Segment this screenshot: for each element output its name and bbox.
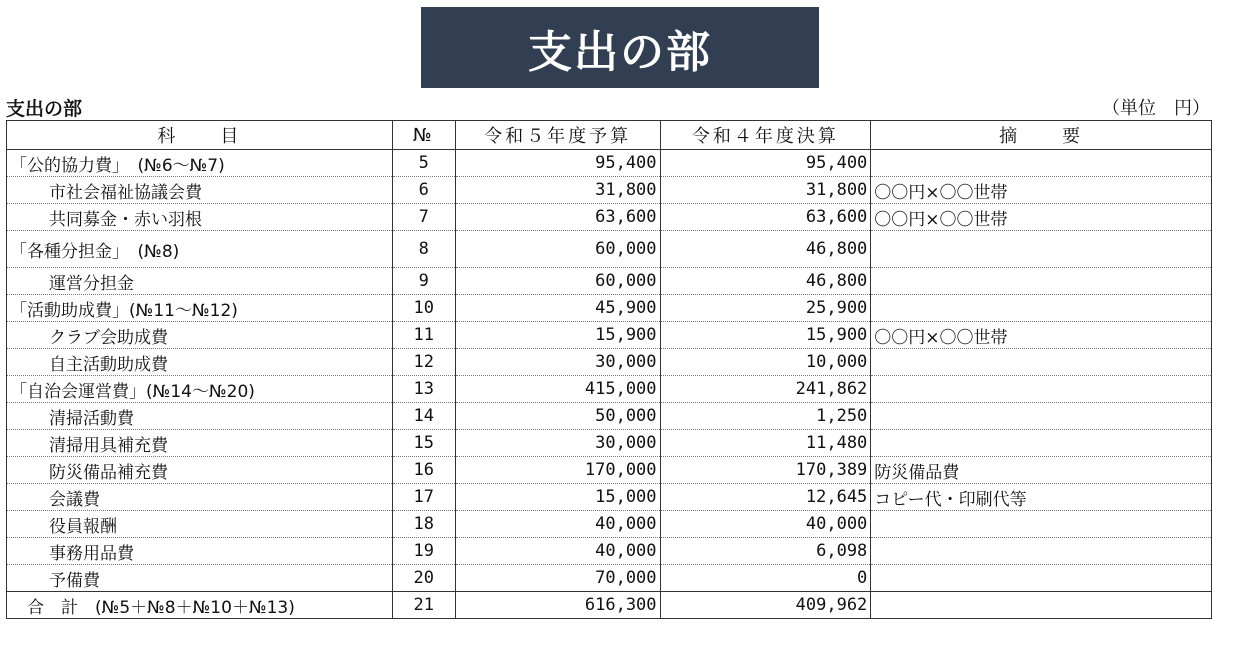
note-cell [871,150,1212,177]
actual-cell: 241,862 [660,376,871,403]
item-cell: 防災備品補充費 [7,457,393,484]
note-cell [871,430,1212,457]
total-budget-cell: 616,300 [455,592,660,619]
table-row [7,231,1212,268]
item-cell: 清掃用具補充費 [7,430,393,457]
budget-cell: 63,600 [455,204,660,231]
item-cell: 「活動助成費」(№11～№12) [7,295,393,322]
item-cell: 事務用品費 [7,538,393,565]
budget-cell: 15,900 [455,322,660,349]
actual-cell: 1,250 [660,403,871,430]
header-item: 科 目 [7,121,393,150]
note-cell [871,565,1212,592]
actual-cell: 63,600 [660,204,871,231]
unit-label: （単位 円） [1102,98,1210,119]
total-no-cell: 21 [392,592,455,619]
item-cell: 「自治会運営費」(№14～№20) [7,376,393,403]
no-cell: 13 [392,376,455,403]
actual-cell: 46,800 [660,268,871,295]
table-row [7,430,1212,457]
budget-cell: 45,900 [455,295,660,322]
budget-cell: 40,000 [455,511,660,538]
note-cell [871,511,1212,538]
no-cell: 16 [392,457,455,484]
item-cell: 市社会福祉協議会費 [7,177,393,204]
no-cell: 12 [392,349,455,376]
no-cell: 19 [392,538,455,565]
item-cell: 運営分担金 [7,268,393,295]
header-budget: 令和５年度予算 [455,121,660,150]
note-cell [871,349,1212,376]
total-row [7,592,1212,619]
budget-cell: 60,000 [455,231,660,268]
table-row [7,484,1212,511]
item-cell: 「各種分担金」 (№8) [7,231,393,268]
note-cell: コピー代・印刷代等 [871,484,1212,511]
item-cell: 役員報酬 [7,511,393,538]
no-cell: 18 [392,511,455,538]
item-cell: 「公的協力費」 (№6～№7) [7,150,393,177]
table-row [7,457,1212,484]
no-cell: 5 [392,150,455,177]
total-item-cell: 合 計 (№5＋№8＋№10＋№13) [7,592,393,619]
no-cell: 14 [392,403,455,430]
note-cell [871,231,1212,268]
actual-cell: 95,400 [660,150,871,177]
no-cell: 7 [392,204,455,231]
item-cell: 予備費 [7,565,393,592]
section-subtitle: 支出の部 [6,98,83,120]
actual-cell: 25,900 [660,295,871,322]
table-row [7,268,1212,295]
budget-cell: 170,000 [455,457,660,484]
table-row [7,349,1212,376]
budget-cell: 60,000 [455,268,660,295]
table-row [7,204,1212,231]
actual-cell: 15,900 [660,322,871,349]
budget-cell: 50,000 [455,403,660,430]
header-note: 摘 要 [871,121,1212,150]
table-row [7,565,1212,592]
item-cell: 清掃活動費 [7,403,393,430]
item-cell: 会議費 [7,484,393,511]
budget-cell: 30,000 [455,430,660,457]
note-cell: 〇〇円×〇〇世帯 [871,177,1212,204]
budget-cell: 15,000 [455,484,660,511]
header-actual: 令和４年度決算 [660,121,871,150]
item-cell: 共同募金・赤い羽根 [7,204,393,231]
no-cell: 10 [392,295,455,322]
note-cell [871,268,1212,295]
item-cell: 自主活動助成費 [7,349,393,376]
actual-cell: 10,000 [660,349,871,376]
note-cell [871,376,1212,403]
table-row [7,376,1212,403]
total-note-cell [871,592,1212,619]
no-cell: 17 [392,484,455,511]
budget-cell: 415,000 [455,376,660,403]
table-row [7,177,1212,204]
no-cell: 11 [392,322,455,349]
banner-title: 支出の部 [421,7,819,88]
budget-cell: 95,400 [455,150,660,177]
no-cell: 8 [392,231,455,268]
table-header-row [7,121,1212,150]
note-cell [871,538,1212,565]
actual-cell: 40,000 [660,511,871,538]
budget-cell: 70,000 [455,565,660,592]
note-cell: 〇〇円×〇〇世帯 [871,204,1212,231]
table-row [7,295,1212,322]
expense-table [6,120,1212,619]
budget-cell: 30,000 [455,349,660,376]
actual-cell: 31,800 [660,177,871,204]
table-row [7,322,1212,349]
no-cell: 20 [392,565,455,592]
note-cell [871,295,1212,322]
actual-cell: 6,098 [660,538,871,565]
total-actual-cell: 409,962 [660,592,871,619]
table-row [7,150,1212,177]
no-cell: 6 [392,177,455,204]
note-cell: 防災備品費 [871,457,1212,484]
header-no: № [392,121,455,150]
actual-cell: 11,480 [660,430,871,457]
no-cell: 9 [392,268,455,295]
note-cell [871,403,1212,430]
budget-cell: 40,000 [455,538,660,565]
table-row [7,511,1212,538]
no-cell: 15 [392,430,455,457]
actual-cell: 0 [660,565,871,592]
actual-cell: 46,800 [660,231,871,268]
item-cell: クラブ会助成費 [7,322,393,349]
table-row [7,403,1212,430]
actual-cell: 12,645 [660,484,871,511]
budget-cell: 31,800 [455,177,660,204]
actual-cell: 170,389 [660,457,871,484]
table-row [7,538,1212,565]
note-cell: 〇〇円×〇〇世帯 [871,322,1212,349]
